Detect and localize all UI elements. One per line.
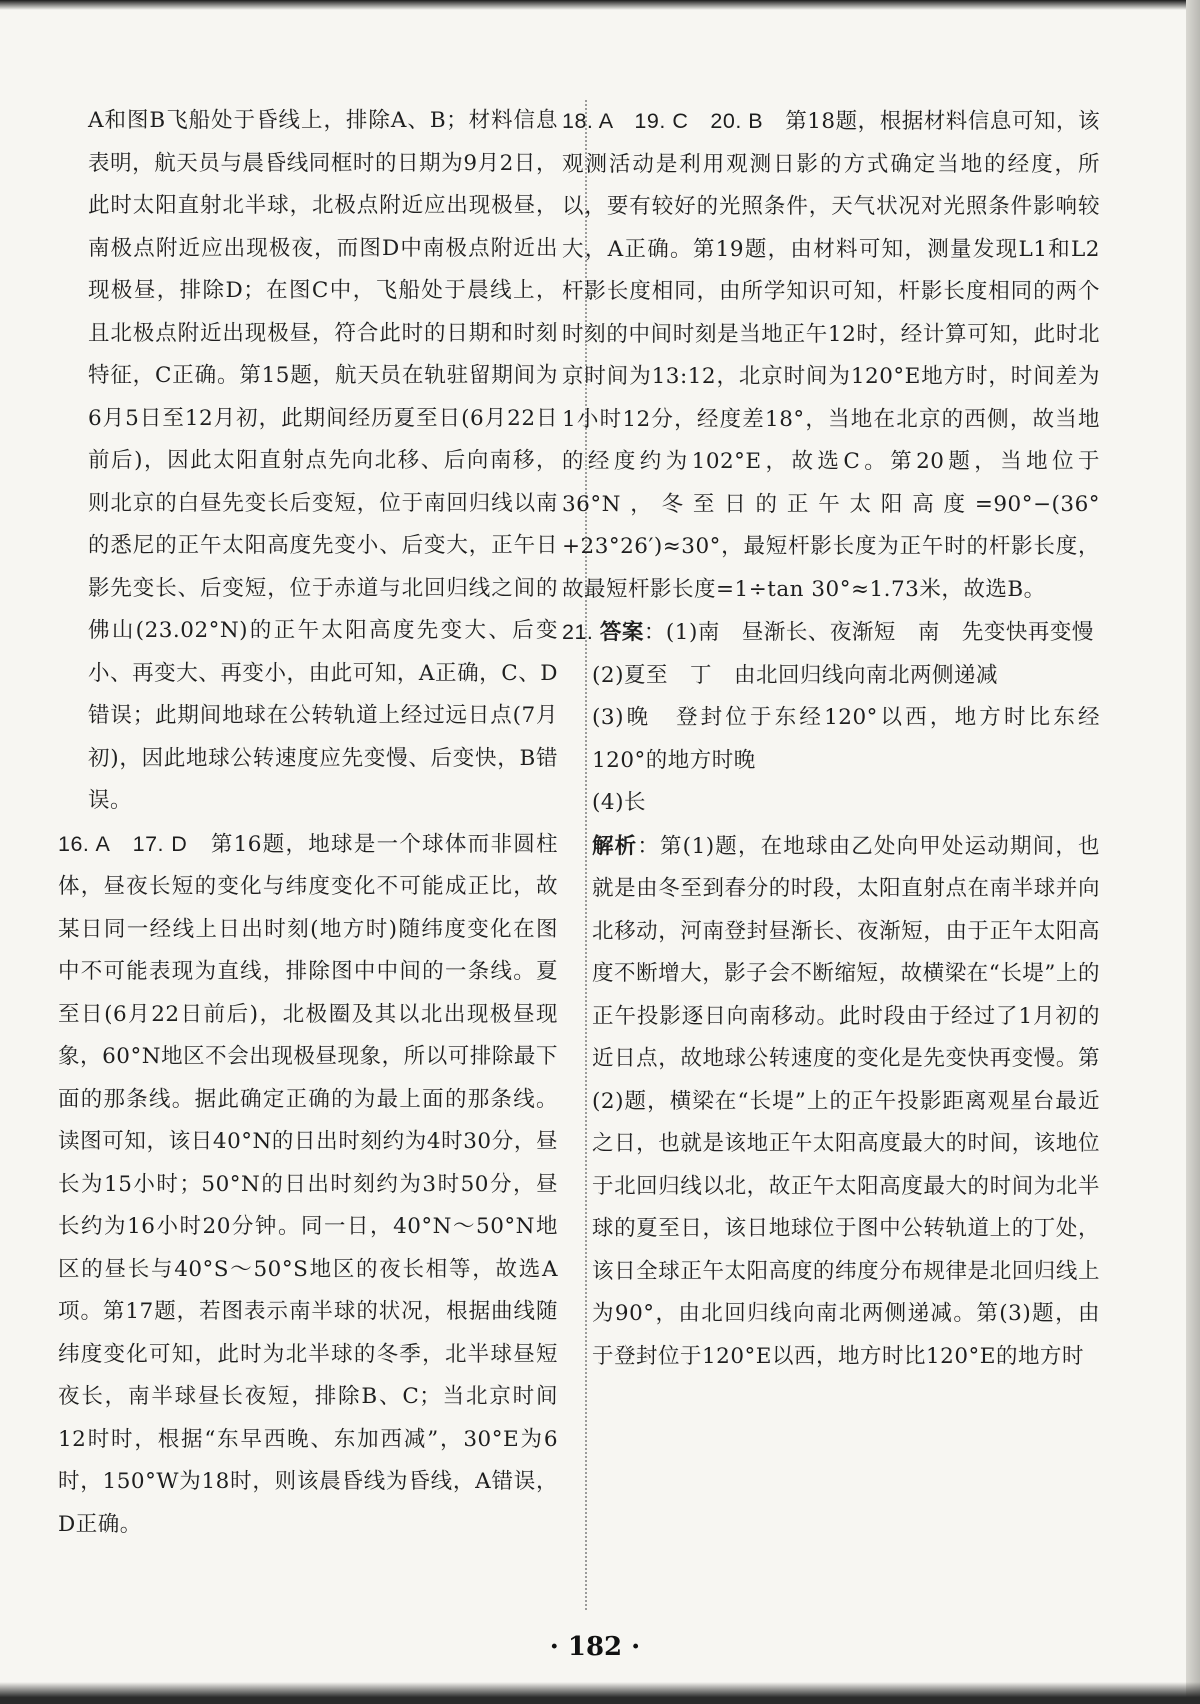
- analysis-text: ：第(1)题，在地球由乙处向甲处运动期间，也就是由冬至到春分的时段，太阳直射点在南半球并向北移动，河南登封昼渐长、夜渐短，由于正午太阳高度不断增大，影子会不断缩短，故横梁在“长堤”上的正午投影逐日向南移动。此时段由于经过了1月初的近日点，故地球公转速度的变化是先变快再变慢。第(2)题，横梁在“长堤”上的正午投影距离观星台最近之日，也就是该地正午太阳高度最大的时间，该地位于北回归线以北，故正午太阳高度最大的时间为北半球的夏至日，该日地球位于图中公转轨道上的丁处，该日全球正午太阳高度的纬度分布规律是北回归线上为90°，由北回归线向南北两侧递减。第(3)题，由于登封位于120°E以西，地方时比120°E的地方时: [592, 833, 1100, 1369]
- page-number: · 182 ·: [549, 1632, 641, 1662]
- scan-bottom-edge: [0, 1682, 1200, 1704]
- right-column: [562, 100, 1101, 1378]
- answer-block-q16-17: [58, 823, 558, 1547]
- scan-top-edge: [0, 0, 1190, 10]
- scan-right-edge: [1186, 0, 1200, 1704]
- explanation-text: 第18题，根据材料信息可知，该观测活动是利用观测日影的方式确定当地的经度，所以，要有较好的光照条件，天气状况对光照条件影响较大，A正确。第19题，由材料可知，测量发现L1和L2杆影长度相同，由所学知识可知，杆影长度相同的两个时刻的中间时刻是当地正午12时，经计算可知，此时北京时间为13:12，北京时间为120°E地方时，时间差为1小时12分，经度差18°，当地在北京的西侧，故当地的经度约为102°E，故选C。第20题，当地位于36°N，冬至日的正午太阳高度=90°−(36°+23°26′)≈30°，最短杆影长度为正午时的杆影长度，故最短杆影长度=1÷tan 30°≈1.73米，故选B。: [562, 109, 1101, 602]
- analysis-block: [592, 825, 1100, 1379]
- question-numbers: 16. A 17. D: [58, 831, 211, 856]
- answer-part-4: (4)长: [592, 790, 646, 815]
- answer-block-q18-20: [562, 100, 1100, 611]
- explanation-text: 第16题，地球是一个球体而非圆柱体，昼夜长短的变化与纬度变化不可能成正比，故某日同一经线上日出时刻(地方时)随纬度变化在图中不可能表现为直线，排除图中中间的一条线。夏至日(6月22日前后)，北极圈及其以北出现极昼现象，60°N地区不会出现极昼现象，所以可排除最下面的那条线。据此确定正确的为最上面的那条线。读图可知，该日40°N的日出时刻约为4时30分，昼长为15小时；50°N的日出时刻约为3时50分，昼长约为16小时20分钟。同一日，40°N～50°N地区的昼长与40°S～50°S地区的夜长相等，故选A项。第17题，若图表示南半球的状况，根据曲线随纬度变化可知，此时为北半球的冬季，北半球昼短夜长，南半球昼长夜短，排除B、C；当北京时间12时时，根据“东早西晚、东加西减”，30°E为6时，150°W为18时，则该晨昏线为昏线，A错误，D正确。: [58, 831, 558, 1537]
- continuation-paragraph: A和图B飞船处于昏线上，排除A、B；材料信息表明，航天员与晨昏线同框时的日期为9月2日，此时太阳直射北半球，北极点附近应出现极昼，南极点附近应出现极夜，而图D中南极点附近出现极昼，排除D；在图C中，飞船处于晨线上，且北极点附近出现极昼，符合此时的日期和时刻特征，C正确。第15题，航天员在轨驻留期间为6月5日至12月初，此期间经历夏至日(6月22日前后)，因此太阳直射点先向北移、后向南移，则北京的白昼先变长后变短，位于南回归线以南的悉尼的正午太阳高度先变小、后变大，正午日影先变长、后变短，位于赤道与北回归线之间的佛山(23.02°N)的正午太阳高度先变大、后变小、再变大、再变小，由此可知，A正确，C、D错误；此期间地球在公转轨道上经过远日点(7月初)，因此地球公转速度应先变慢、后变快，B错误。: [88, 108, 558, 813]
- question-number: 21.: [562, 620, 600, 644]
- answer-part-3: (3)晚 登封位于东经120°以西，地方时比东经120°的地方时晚: [592, 705, 1100, 773]
- analysis-label: 解析: [592, 833, 638, 858]
- question-numbers: 18. A 19. C 20. B: [562, 109, 786, 133]
- answer-text: ：(1)南 昼渐长、夜渐短 南 先变快再变慢: [643, 620, 1094, 645]
- answer-part-2: (2)夏至 丁 由北回归线向南北两侧递减: [592, 662, 998, 688]
- left-column: [58, 100, 558, 1546]
- answer-block-q21: [562, 611, 1100, 655]
- answer-label: 答案: [599, 620, 644, 644]
